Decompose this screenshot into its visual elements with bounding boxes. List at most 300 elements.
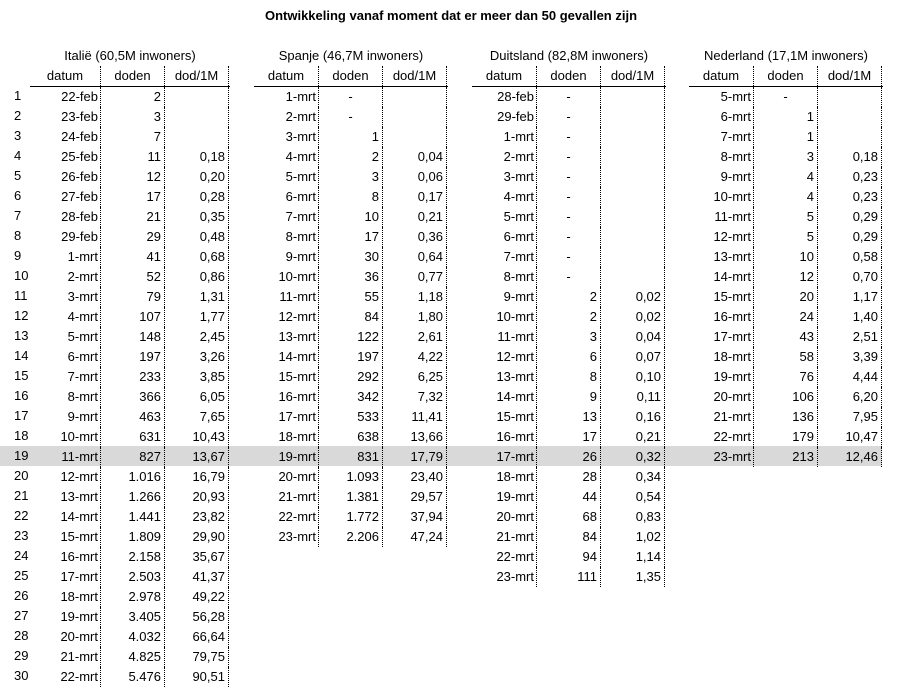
deaths-cell: 20 [754,287,818,307]
table-row [689,287,883,307]
deaths-per-million-cell: 1,31 [165,287,229,307]
date-cell: 9-mrt [30,407,101,427]
date-cell: 6-mrt [30,347,101,367]
row-number: 17 [14,408,29,423]
table-row [472,527,666,547]
deaths-per-million-cell: 0,23 [818,167,882,187]
deaths-cell: 44 [537,487,601,507]
table-row [472,367,666,387]
table-row [30,107,230,127]
row-number: 12 [14,308,29,323]
deaths-per-million-cell [601,87,665,107]
deaths-cell: 1.381 [319,487,383,507]
deaths-cell: 28 [537,467,601,487]
table-row [254,427,448,447]
row-number: 5 [14,168,22,183]
deaths-cell: 36 [319,267,383,287]
deaths-per-million-cell: 0,10 [601,367,665,387]
table-row [254,447,448,467]
deaths-cell: 58 [754,347,818,367]
table-row [30,327,230,347]
deaths-per-million-cell: 0,11 [601,387,665,407]
table-row [30,507,230,527]
table-row [472,267,666,287]
date-cell: 2-mrt [472,147,537,167]
deaths-cell: 136 [754,407,818,427]
deaths-cell: 5 [754,207,818,227]
table-row [254,207,448,227]
date-cell: 21-mrt [472,527,537,547]
deaths-cell: 29 [101,227,165,247]
table-row [30,667,230,687]
row-number: 16 [14,388,29,403]
row-number: 24 [14,548,29,563]
deaths-per-million-cell: 3,26 [165,347,229,367]
deaths-cell: 17 [319,227,383,247]
deaths-cell: 197 [101,347,165,367]
row-number: 22 [14,508,29,523]
deaths-per-million-cell: 7,32 [383,387,447,407]
row-number: 13 [14,328,29,343]
deaths-per-million-cell: 20,93 [165,487,229,507]
deaths-per-million-cell: 3,85 [165,367,229,387]
deaths-cell: - [754,87,818,107]
deaths-cell: 2.158 [101,547,165,567]
deaths-cell: - [537,167,601,187]
row-number: 1 [14,88,22,103]
date-cell: 8-mrt [472,267,537,287]
row-number: 7 [14,208,22,223]
table-row [472,147,666,167]
date-cell: 19-mrt [30,607,101,627]
date-cell: 8-mrt [30,387,101,407]
date-cell: 9-mrt [254,247,319,267]
deaths-per-million-cell: 16,79 [165,467,229,487]
deaths-cell: 1.772 [319,507,383,527]
deaths-per-million-cell: 0,04 [601,327,665,347]
table-row [254,167,448,187]
date-cell: 7-mrt [689,127,754,147]
date-cell: 3-mrt [472,167,537,187]
deaths-per-million-cell: 29,90 [165,527,229,547]
date-cell: 21-mrt [30,647,101,667]
table-row [30,167,230,187]
deaths-per-million-cell: 0,18 [818,147,882,167]
deaths-cell: - [537,247,601,267]
deaths-cell: - [537,127,601,147]
table-row [30,647,230,667]
date-cell: 24-feb [30,127,101,147]
deaths-cell: 342 [319,387,383,407]
date-cell: 6-mrt [254,187,319,207]
deaths-per-million-cell: 0,64 [383,247,447,267]
table-row [30,627,230,647]
date-cell: 15-mrt [30,527,101,547]
date-cell: 1-mrt [30,247,101,267]
date-cell: 3-mrt [30,287,101,307]
table-row [30,187,230,207]
date-cell: 14-mrt [254,347,319,367]
deaths-per-million-cell: 0,70 [818,267,882,287]
table-row [472,167,666,187]
date-cell: 1-mrt [472,127,537,147]
table-row [254,527,448,547]
date-cell: 16-mrt [689,307,754,327]
table-row [30,427,230,447]
deaths-cell: 2.206 [319,527,383,547]
date-cell: 29-feb [472,107,537,127]
date-cell: 28-feb [30,207,101,227]
sheet-title: Ontwikkeling vanaf moment dat er meer dan 50 gevallen zijn [264,8,638,23]
table-row [472,387,666,407]
table-row [30,587,230,607]
deaths-cell: 5.476 [101,667,165,687]
table-row [30,607,230,627]
deaths-cell: 55 [319,287,383,307]
country-table-spanje [254,46,448,547]
table-row [254,387,448,407]
deaths-per-million-cell: 23,40 [383,467,447,487]
table-row [689,207,883,227]
date-cell: 12-mrt [689,227,754,247]
table-row [254,187,448,207]
deaths-per-million-cell: 12,46 [818,447,882,467]
deaths-cell: 2 [319,147,383,167]
date-cell: 11-mrt [30,447,101,467]
deaths-per-million-cell [601,127,665,147]
deaths-per-million-cell: 1,80 [383,307,447,327]
deaths-per-million-cell [601,187,665,207]
deaths-per-million-cell: 0,29 [818,227,882,247]
date-cell: 4-mrt [30,307,101,327]
column-header-doden: doden [754,66,818,86]
table-row [254,307,448,327]
date-cell: 11-mrt [472,327,537,347]
deaths-per-million-cell: 1,18 [383,287,447,307]
deaths-per-million-cell: 10,43 [165,427,229,447]
row-number: 11 [14,288,28,303]
deaths-cell: 11 [101,147,165,167]
deaths-cell: 233 [101,367,165,387]
deaths-cell: 197 [319,347,383,367]
deaths-per-million-cell: 79,75 [165,647,229,667]
table-row [30,147,230,167]
date-cell: 9-mrt [472,287,537,307]
deaths-cell: 533 [319,407,383,427]
deaths-cell: 3 [319,167,383,187]
deaths-cell: - [319,87,383,107]
deaths-per-million-cell: 47,24 [383,527,447,547]
date-cell: 7-mrt [254,207,319,227]
deaths-cell: 1.266 [101,487,165,507]
deaths-cell: 148 [101,327,165,347]
date-cell: 19-mrt [689,367,754,387]
deaths-per-million-cell [601,267,665,287]
deaths-cell: - [319,107,383,127]
table-row [689,447,883,467]
table-row [30,287,230,307]
date-cell: 8-mrt [254,227,319,247]
deaths-per-million-cell: 2,51 [818,327,882,347]
date-cell: 7-mrt [30,367,101,387]
table-row [30,367,230,387]
column-header-doden: doden [319,66,383,86]
row-number: 15 [14,368,29,383]
deaths-cell: 2.978 [101,587,165,607]
row-number: 28 [14,628,29,643]
table-row [472,487,666,507]
deaths-per-million-cell [165,87,229,107]
deaths-per-million-cell: 6,05 [165,387,229,407]
deaths-cell: 3 [754,147,818,167]
deaths-cell: 106 [754,387,818,407]
deaths-per-million-cell [601,227,665,247]
deaths-per-million-cell: 56,28 [165,607,229,627]
table-row [30,467,230,487]
deaths-per-million-cell: 1,35 [601,567,665,587]
deaths-per-million-cell: 1,77 [165,307,229,327]
row-number: 4 [14,148,22,163]
deaths-cell: 1 [319,127,383,147]
deaths-per-million-cell: 4,44 [818,367,882,387]
deaths-cell: 111 [537,567,601,587]
date-cell: 23-mrt [472,567,537,587]
deaths-per-million-cell: 0,21 [383,207,447,227]
deaths-cell: 10 [319,207,383,227]
column-header-row [472,66,666,87]
deaths-cell: 41 [101,247,165,267]
table-row [472,467,666,487]
deaths-cell: - [537,267,601,287]
table-row [30,347,230,367]
deaths-per-million-cell: 0,83 [601,507,665,527]
column-header-doden: doden [101,66,165,86]
deaths-cell: 463 [101,407,165,427]
table-row [254,267,448,287]
deaths-cell: 107 [101,307,165,327]
deaths-cell: 43 [754,327,818,347]
deaths-per-million-cell: 7,65 [165,407,229,427]
date-cell: 16-mrt [30,547,101,567]
deaths-per-million-cell: 7,95 [818,407,882,427]
table-row [30,487,230,507]
deaths-per-million-cell: 2,45 [165,327,229,347]
table-row [30,267,230,287]
table-row [472,227,666,247]
deaths-cell: 12 [101,167,165,187]
date-cell: 13-mrt [689,247,754,267]
deaths-cell: 2.503 [101,567,165,587]
table-row [472,207,666,227]
date-cell: 10-mrt [472,307,537,327]
country-title: Duitsland (82,8M inwoners) [489,48,649,63]
deaths-cell: 52 [101,267,165,287]
deaths-per-million-cell: 10,47 [818,427,882,447]
deaths-per-million-cell [165,107,229,127]
row-number: 20 [14,468,29,483]
deaths-cell: 122 [319,327,383,347]
table-row [254,107,448,127]
deaths-per-million-cell: 23,82 [165,507,229,527]
table-row [254,347,448,367]
deaths-cell: - [537,87,601,107]
table-row [30,407,230,427]
column-header-datum: datum [254,66,319,86]
deaths-per-million-cell [383,107,447,127]
date-cell: 13-mrt [30,487,101,507]
deaths-cell: 638 [319,427,383,447]
country-title: Nederland (17,1M inwoners) [703,48,869,63]
date-cell: 26-feb [30,167,101,187]
deaths-per-million-cell [601,167,665,187]
deaths-cell: 8 [537,367,601,387]
deaths-per-million-cell: 0,58 [818,247,882,267]
row-number: 9 [14,248,22,263]
table-row [30,447,230,467]
table-row [689,367,883,387]
deaths-per-million-cell [383,127,447,147]
deaths-per-million-cell: 0,77 [383,267,447,287]
date-cell: 22-mrt [689,427,754,447]
table-row [689,107,883,127]
deaths-per-million-cell: 2,61 [383,327,447,347]
date-cell: 5-mrt [472,207,537,227]
deaths-cell: 84 [537,527,601,547]
date-cell: 2-mrt [30,267,101,287]
date-cell: 15-mrt [254,367,319,387]
deaths-cell: 6 [537,347,601,367]
date-cell: 18-mrt [254,427,319,447]
date-cell: 12-mrt [472,347,537,367]
deaths-cell: 30 [319,247,383,267]
table-row [30,307,230,327]
column-header-dod: dod/1M [601,66,665,86]
date-cell: 10-mrt [30,427,101,447]
table-row [30,247,230,267]
table-row [689,87,883,107]
deaths-per-million-cell: 1,14 [601,547,665,567]
table-row [689,307,883,327]
row-number: 6 [14,188,22,203]
deaths-per-million-cell: 0,21 [601,427,665,447]
deaths-per-million-cell: 4,22 [383,347,447,367]
date-cell: 22-mrt [254,507,319,527]
deaths-per-million-cell [601,107,665,127]
deaths-per-million-cell: 1,02 [601,527,665,547]
date-cell: 4-mrt [254,147,319,167]
deaths-per-million-cell: 0,32 [601,447,665,467]
date-cell: 19-mrt [254,447,319,467]
deaths-cell: 831 [319,447,383,467]
table-row [254,367,448,387]
date-cell: 6-mrt [472,227,537,247]
deaths-per-million-cell: 1,40 [818,307,882,327]
deaths-per-million-cell: 41,37 [165,567,229,587]
row-number: 19 [14,448,29,463]
table-row [254,467,448,487]
deaths-per-million-cell: 0,48 [165,227,229,247]
deaths-per-million-cell: 0,07 [601,347,665,367]
deaths-cell: 4.825 [101,647,165,667]
date-cell: 18-mrt [689,347,754,367]
date-cell: 20-mrt [472,507,537,527]
date-cell: 3-mrt [254,127,319,147]
deaths-per-million-cell: 0,28 [165,187,229,207]
table-row [472,87,666,107]
country-title: Italië (60,5M inwoners) [64,48,196,63]
date-cell: 23-mrt [689,447,754,467]
column-header-row [30,66,230,87]
deaths-per-million-cell [818,127,882,147]
deaths-per-million-cell: 35,67 [165,547,229,567]
deaths-per-million-cell: 6,20 [818,387,882,407]
table-row [472,567,666,587]
date-cell: 17-mrt [254,407,319,427]
column-header-datum: datum [30,66,101,86]
table-row [254,127,448,147]
deaths-cell: 213 [754,447,818,467]
table-row [472,107,666,127]
date-cell: 6-mrt [689,107,754,127]
date-cell: 5-mrt [254,167,319,187]
column-header-row [254,66,448,87]
date-cell: 5-mrt [30,327,101,347]
deaths-per-million-cell [165,127,229,147]
deaths-per-million-cell: 0,16 [601,407,665,427]
table-row [254,87,448,107]
column-header-dod: dod/1M [383,66,447,86]
deaths-cell: 631 [101,427,165,447]
deaths-cell: 1.441 [101,507,165,527]
table-row [472,247,666,267]
date-cell: 5-mrt [689,87,754,107]
date-cell: 12-mrt [30,467,101,487]
date-cell: 28-feb [472,87,537,107]
table-row [254,147,448,167]
row-number: 25 [14,568,29,583]
date-cell: 19-mrt [472,487,537,507]
deaths-per-million-cell: 49,22 [165,587,229,607]
table-row [472,427,666,447]
date-cell: 14-mrt [30,507,101,527]
deaths-per-million-cell [818,87,882,107]
deaths-cell: 94 [537,547,601,567]
table-row [472,347,666,367]
date-cell: 11-mrt [689,207,754,227]
deaths-per-million-cell: 0,86 [165,267,229,287]
row-number: 26 [14,588,29,603]
column-header-doden: doden [537,66,601,86]
table-row [689,427,883,447]
table-row [472,507,666,527]
row-number: 10 [14,268,29,283]
deaths-cell: 292 [319,367,383,387]
deaths-per-million-cell [601,247,665,267]
deaths-cell: 13 [537,407,601,427]
date-cell: 17-mrt [472,447,537,467]
deaths-cell: 24 [754,307,818,327]
row-number: 3 [14,128,22,143]
table-row [689,247,883,267]
date-cell: 18-mrt [472,467,537,487]
date-cell: 16-mrt [472,427,537,447]
deaths-per-million-cell: 0,23 [818,187,882,207]
table-row [30,547,230,567]
date-cell: 20-mrt [30,627,101,647]
table-row [689,167,883,187]
date-cell: 16-mrt [254,387,319,407]
table-row [689,187,883,207]
